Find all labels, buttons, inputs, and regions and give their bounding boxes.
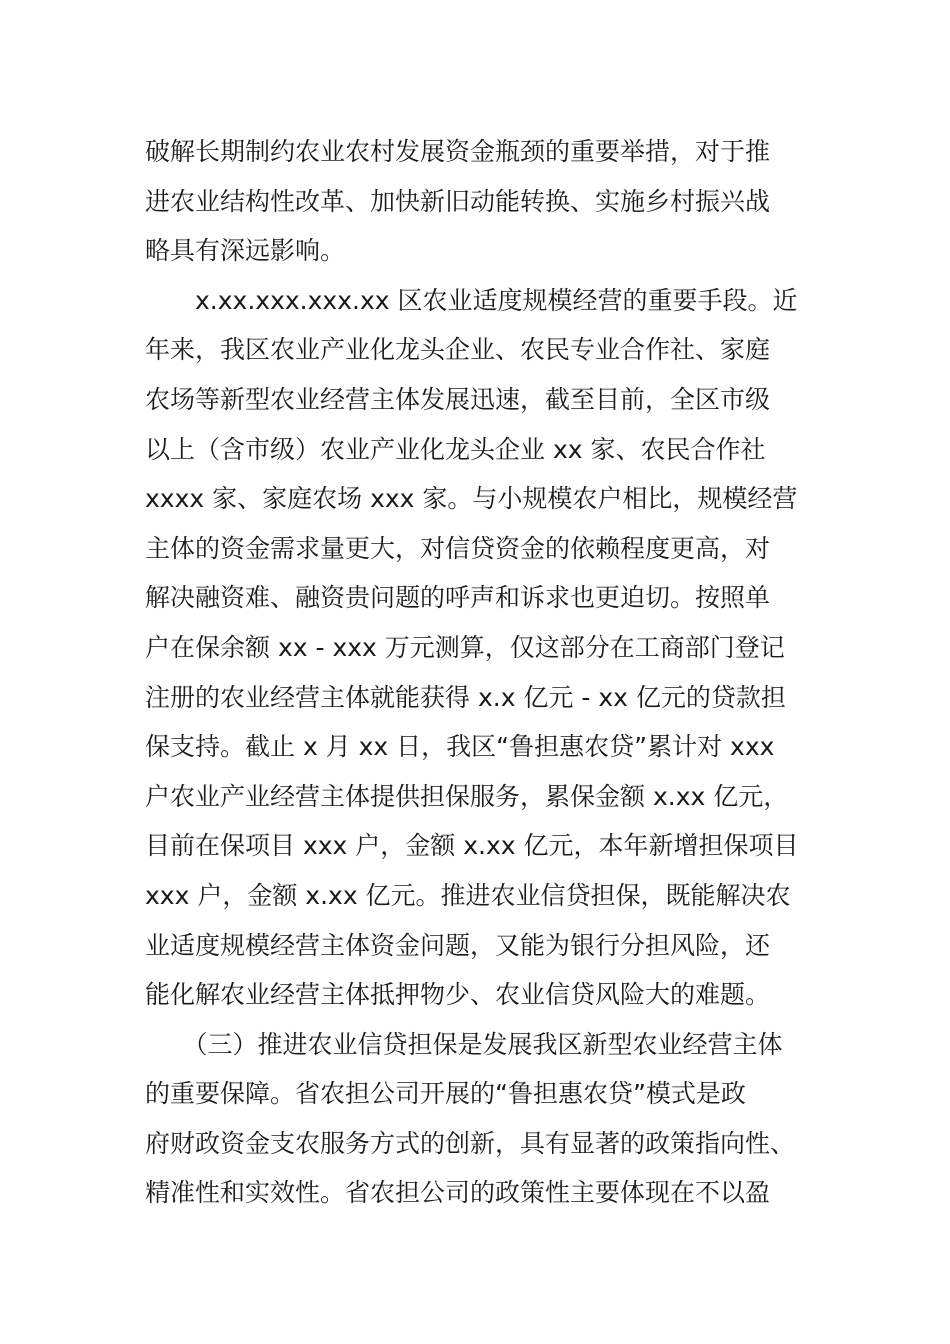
text-line: 解决融资难、融资贵问题的呼声和诉求也更迫切。按照单 [145,583,771,613]
text-line: 能化解农业经营主体抵押物少、农业信贷风险大的难题。 [145,980,771,1010]
text-line: （三）推进农业信贷担保是发展我区新型农业经营主体 [145,1029,783,1059]
text-line: 略具有深远影响。 [145,236,346,266]
text-line: 注册的农业经营主体就能获得 x.x 亿元 - xx 亿元的贷款担 [145,682,786,712]
text-line: 户在保余额 xx - xxx 万元测算，仅这部分在工商部门登记 [145,632,785,662]
body-text [145,127,810,1218]
text-line: xxx 户，金额 x.xx 亿元。推进农业信贷担保，既能解决农 [145,880,791,910]
text-line: 进农业结构性改革、加快新旧动能转换、实施乡村振兴战 [145,186,771,216]
text-line: 以上（含市级）农业产业化龙头企业 xx 家、农民合作社 [145,434,766,464]
text-line: 年来，我区农业产业化龙头企业、农民专业合作社、家庭 [145,335,771,365]
text-line: 目前在保项目 xxx 户，金额 x.xx 亿元，本年新增担保项目 [145,831,799,861]
text-line: 破解长期制约农业农村发展资金瓶颈的重要举措，对于推 [145,137,771,166]
text-line: 户农业产业经营主体提供担保服务，累保金额 x.xx 亿元， [145,781,789,811]
text-line: 的重要保障。省农担公司开展的“鲁担惠农贷”模式是政 [145,1079,746,1109]
text-line: 府财政资金支农服务方式的创新，具有显著的政策指向性、 [145,1128,796,1158]
text-line: 农场等新型农业经营主体发展迅速，截至目前，全区市级 [145,384,771,414]
text-line: xxxx 家、家庭农场 xxx 家。与小规模农户相比，规模经营 [145,484,798,514]
text-line: 保支持。截止 x 月 xx 日，我区“鲁担惠农贷”累计对 xxx [145,732,775,762]
text-line: 业适度规模经营主体资金问题，又能为银行分担风险，还 [145,930,771,960]
text-line: 主体的资金需求量更大，对信贷资金的依赖程度更高，对 [145,533,771,563]
text-line: x.xx.xxx.xxx.xx 区农业适度规模经营的重要手段。近 [145,285,798,315]
text-line: 精准性和实效性。省农担公司的政策性主要体现在不以盈 [145,1178,771,1208]
